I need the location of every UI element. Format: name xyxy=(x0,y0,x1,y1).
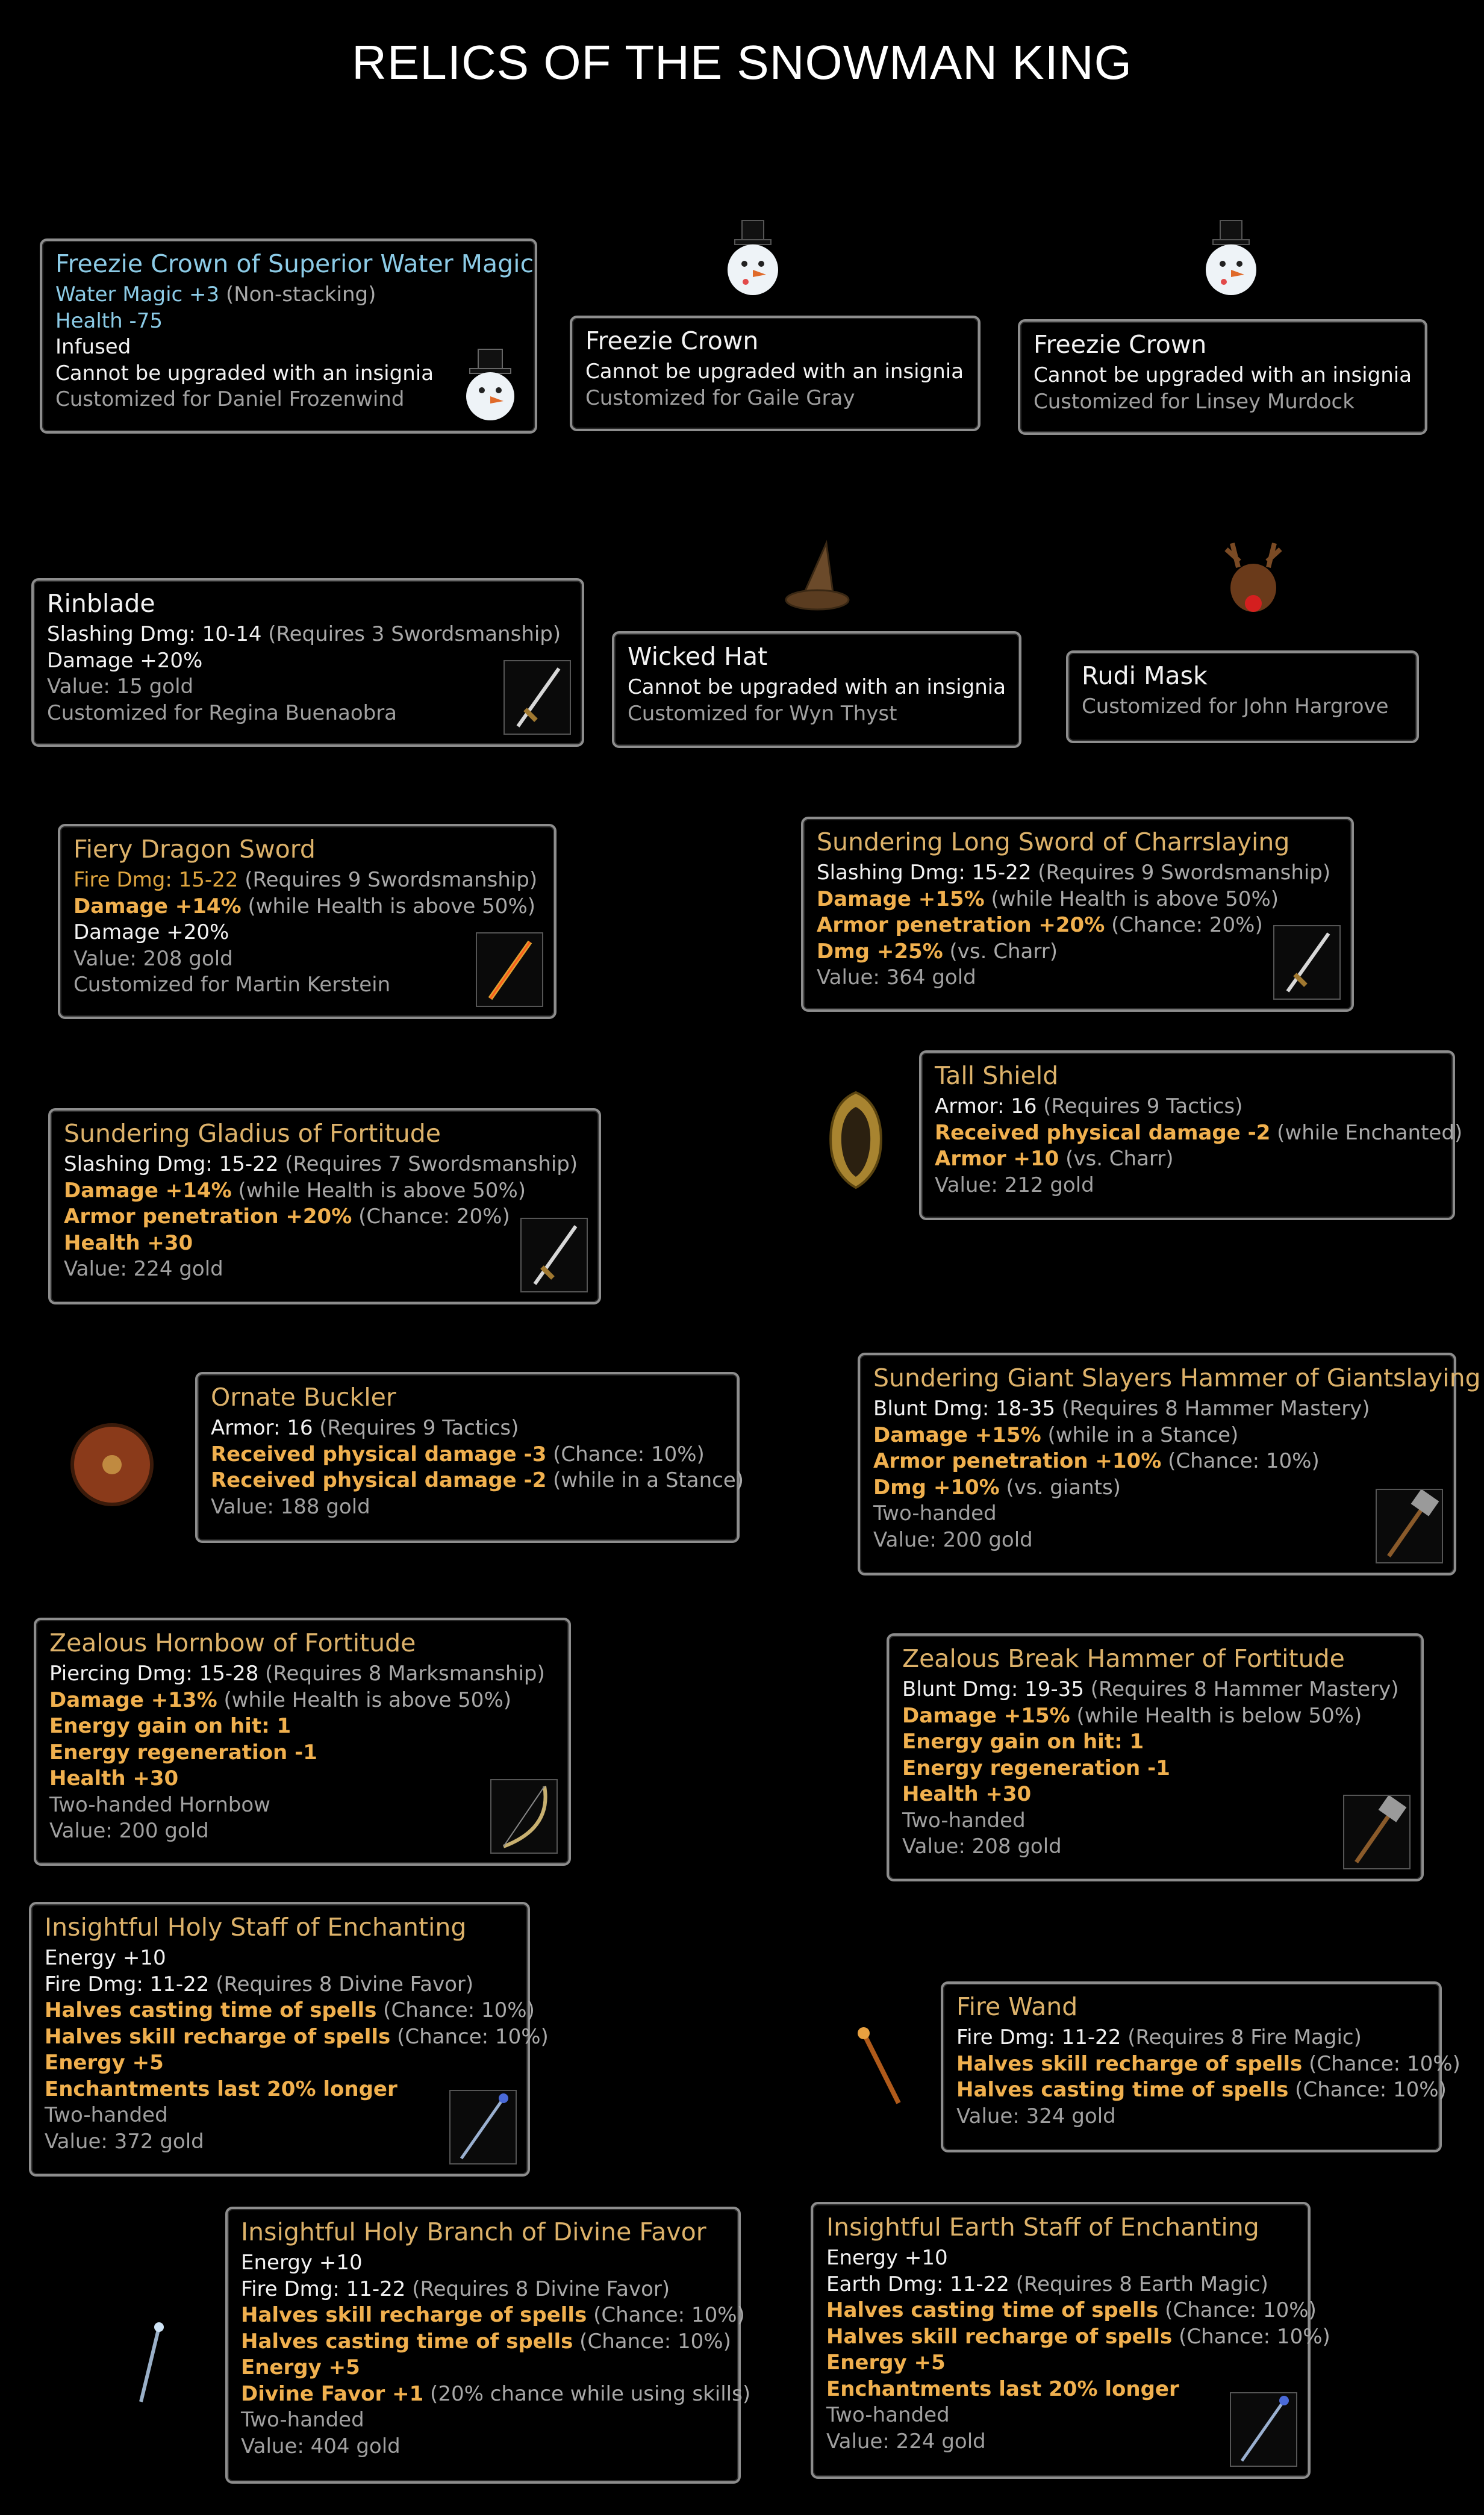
item-stat-line xyxy=(64,1230,585,1257)
item-stat-line xyxy=(55,361,522,387)
stat-condition: (Requires 8 Hammer Mastery) xyxy=(1083,1677,1399,1701)
item-card-sundering-long-sword[interactable] xyxy=(801,817,1354,1012)
stat-value: Value: 372 gold xyxy=(45,2129,204,2154)
stat-value: Damage +20% xyxy=(73,920,229,944)
witch-hat-icon[interactable] xyxy=(784,537,850,613)
snowman-icon[interactable] xyxy=(723,217,783,301)
stat-value: Two-handed Hornbow xyxy=(49,1792,270,1817)
item-stat-line xyxy=(902,1677,1408,1703)
item-card-wicked-hat[interactable] xyxy=(612,631,1021,748)
stat-value: Value: 15 gold xyxy=(47,675,194,699)
item-stat-line xyxy=(211,1415,724,1442)
item-stat-line xyxy=(49,1766,555,1792)
stat-value: Energy gain on hit: 1 xyxy=(49,1714,292,1738)
item-stat-line xyxy=(826,2429,1295,2455)
stat-value: Cannot be upgraded with an insignia xyxy=(585,360,964,384)
stat-condition: (Chance: 20%) xyxy=(352,1205,510,1229)
item-stat-line xyxy=(826,2272,1295,2298)
wand-icon[interactable] xyxy=(850,2019,911,2115)
stat-value: Halves casting time of spells xyxy=(956,2078,1289,2102)
item-name: Freezie Crown of Superior Water Magic xyxy=(55,249,534,278)
item-stat-line xyxy=(211,1442,724,1468)
item-stat-line xyxy=(956,2051,1461,2078)
item-stat-line xyxy=(241,2434,725,2460)
item-name: Wicked Hat xyxy=(628,642,768,671)
stat-value: Damage +14% xyxy=(64,1178,232,1203)
item-stat-line xyxy=(873,1396,1441,1423)
stat-value: Armor: 16 xyxy=(211,1416,313,1440)
item-stat-line xyxy=(826,2245,1295,2272)
stat-value: Dmg +10% xyxy=(873,1475,1000,1500)
item-stat-line xyxy=(817,912,1338,939)
item-stat-line xyxy=(1082,694,1403,720)
stat-value: Value: 188 gold xyxy=(211,1494,370,1519)
stat-condition: (Chance: 10%) xyxy=(546,1442,705,1466)
stat-value: Health +30 xyxy=(49,1766,179,1790)
item-stat-line xyxy=(817,965,1338,991)
item-stat-line xyxy=(49,1688,555,1714)
item-card-freezie-crown-linsey[interactable] xyxy=(1018,319,1427,435)
fire-sword-icon xyxy=(476,932,543,1007)
item-stat-line xyxy=(241,2381,751,2408)
stat-value: Armor penetration +10% xyxy=(873,1449,1162,1473)
branch-icon[interactable] xyxy=(117,2319,175,2408)
stat-value: Halves skill recharge of spells xyxy=(45,2024,391,2049)
stat-value: Value: 224 gold xyxy=(826,2429,986,2454)
item-card-freezie-crown-gaile[interactable] xyxy=(570,316,980,431)
item-stat-line xyxy=(241,2277,725,2303)
stat-value: Blunt Dmg: 18-35 xyxy=(873,1397,1055,1421)
stat-condition: (Requires 9 Tactics) xyxy=(313,1416,519,1440)
stat-value: Energy +5 xyxy=(241,2355,360,2379)
stat-condition: (while Health is above 50%) xyxy=(217,1688,512,1712)
stat-value: Received physical damage -2 xyxy=(935,1120,1271,1145)
item-name: Sundering Gladius of Fortitude xyxy=(64,1119,441,1148)
stat-condition: (Requires 9 Tactics) xyxy=(1037,1094,1243,1118)
page-title: RELICS OF THE SNOWMAN KING xyxy=(352,36,1132,89)
item-stat-line xyxy=(873,1527,1441,1554)
snowman-icon[interactable] xyxy=(1201,217,1261,301)
stat-condition: (Requires 8 Divine Favor) xyxy=(209,1972,474,1996)
stat-value: Two-handed xyxy=(45,2103,168,2127)
item-stat-line xyxy=(873,1475,1441,1501)
stat-value: Energy +10 xyxy=(45,1946,166,1970)
item-name: Insightful Holy Staff of Enchanting xyxy=(45,1913,467,1942)
item-stat-line xyxy=(628,675,1006,701)
item-stat-line xyxy=(1034,389,1412,416)
item-stat-line xyxy=(55,334,522,361)
item-stat-line xyxy=(45,2129,514,2155)
stat-value: Energy +10 xyxy=(241,2251,363,2275)
item-stat-line xyxy=(935,1146,1439,1173)
hornbow-icon xyxy=(490,1779,558,1854)
stat-value: Divine Favor +1 xyxy=(241,2381,424,2406)
stat-value: Two-handed xyxy=(241,2408,364,2432)
stat-condition: (Requires 8 Fire Magic) xyxy=(1121,2025,1362,2049)
stat-value: Energy +5 xyxy=(826,2351,946,2375)
stat-value: Health +30 xyxy=(902,1782,1032,1806)
stat-value: Damage +15% xyxy=(873,1423,1041,1447)
item-stat-line xyxy=(826,2324,1330,2351)
stat-value: Value: 404 gold xyxy=(241,2434,401,2458)
item-stat-line xyxy=(241,2302,745,2329)
item-stat-line xyxy=(873,1501,1441,1527)
stat-value: Dmg +25% xyxy=(817,939,943,964)
stat-value: Halves skill recharge of spells xyxy=(241,2303,587,2327)
stat-value: Piercing Dmg: 15-28 xyxy=(49,1662,259,1686)
item-card-freezie-crown-superior[interactable] xyxy=(40,238,537,434)
stat-value: Customized for John Hargrove xyxy=(1082,694,1389,718)
item-stat-line xyxy=(826,2298,1317,2324)
item-stat-line xyxy=(45,2077,514,2103)
stat-value: Blunt Dmg: 19-35 xyxy=(902,1677,1084,1701)
item-stat-line xyxy=(956,2025,1426,2051)
item-stat-line xyxy=(45,2102,514,2129)
item-stat-line xyxy=(902,1729,1408,1756)
stat-value: Value: 324 gold xyxy=(956,2104,1116,2128)
stat-value: Customized for Daniel Frozenwind xyxy=(55,387,405,411)
stat-value: Health -75 xyxy=(55,308,163,333)
item-name: Insightful Earth Staff of Enchanting xyxy=(826,2213,1259,2242)
stat-value: Halves skill recharge of spells xyxy=(826,2324,1173,2349)
item-stat-line xyxy=(585,359,965,385)
stat-condition: (Chance: 10%) xyxy=(1161,1449,1320,1473)
stat-value: Slashing Dmg: 15-22 xyxy=(817,861,1032,885)
shield-icon[interactable] xyxy=(823,1089,889,1190)
buckler-icon[interactable] xyxy=(70,1418,154,1512)
stat-value: Customized for Gaile Gray xyxy=(585,385,855,410)
item-card-insightful-earth-staff[interactable] xyxy=(811,2202,1330,2479)
item-card-tall-shield[interactable] xyxy=(919,1050,1463,1220)
stat-condition: (while Health is above 50%) xyxy=(984,887,1279,911)
stat-condition: (vs. Charr) xyxy=(943,939,1058,964)
stat-value: Value: 208 gold xyxy=(73,946,233,971)
stat-value: Armor penetration +20% xyxy=(64,1205,352,1229)
stat-value: Earth Dmg: 11-22 xyxy=(826,2272,1009,2296)
item-stat-line xyxy=(55,387,522,413)
item-card-rinblade[interactable] xyxy=(31,578,584,747)
item-card-sundering-gladius[interactable] xyxy=(48,1108,601,1304)
item-card-fiery-dragon-sword[interactable] xyxy=(58,824,556,1019)
stat-condition: (Requires 8 Divine Favor) xyxy=(405,2277,670,2301)
item-stat-line xyxy=(49,1818,555,1845)
item-stat-line xyxy=(902,1756,1408,1782)
stat-condition: (Requires 3 Swordsmanship) xyxy=(261,622,561,646)
stat-value: Cannot be upgraded with an insignia xyxy=(628,675,1006,699)
stat-condition: (Requires 8 Marksmanship) xyxy=(258,1662,545,1686)
stat-condition: (vs. giants) xyxy=(999,1475,1121,1500)
stat-value: Two-handed xyxy=(902,1808,1026,1833)
item-card-insightful-holy-branch[interactable] xyxy=(225,2207,751,2484)
item-stat-line xyxy=(64,1204,585,1230)
reindeer-mask-icon[interactable] xyxy=(1214,537,1292,619)
item-stat-line xyxy=(585,385,965,412)
stat-value: Armor +10 xyxy=(935,1147,1059,1171)
stat-condition: (while Health is above 50%) xyxy=(241,894,536,918)
stat-value: Fire Dmg: 11-22 xyxy=(956,2025,1121,2049)
item-stat-line xyxy=(956,2104,1426,2130)
stat-value: Halves casting time of spells xyxy=(45,1998,377,2022)
stat-condition: (vs. Charr) xyxy=(1059,1147,1174,1171)
item-stat-line xyxy=(817,860,1338,887)
item-stat-line xyxy=(49,1740,555,1766)
stat-value: Received physical damage -2 xyxy=(211,1468,547,1492)
stat-value: Enchantments last 20% longer xyxy=(826,2376,1179,2401)
stat-value: Value: 200 gold xyxy=(49,1819,209,1843)
stat-condition: (Chance: 10%) xyxy=(390,2024,549,2049)
stat-value: Infused xyxy=(55,335,131,359)
item-stat-line xyxy=(241,2407,725,2434)
stat-value: Fire Dmg: 11-22 xyxy=(241,2277,406,2301)
stat-condition: (Chance: 10%) xyxy=(587,2303,745,2327)
item-name: Ornate Buckler xyxy=(211,1383,396,1412)
item-name: Insightful Holy Branch of Divine Favor xyxy=(241,2217,706,2246)
stat-condition: (Non-stacking) xyxy=(219,282,376,307)
item-stat-line xyxy=(211,1468,744,1494)
item-card-zealous-break-hammer[interactable] xyxy=(887,1633,1424,1881)
staff-icon xyxy=(1230,2392,1297,2467)
stat-value: Armor penetration +20% xyxy=(817,913,1105,937)
stat-value: Energy regeneration -1 xyxy=(49,1740,317,1765)
item-stat-line xyxy=(873,1423,1441,1449)
stat-condition: (Chance: 10%) xyxy=(1288,2078,1447,2102)
item-stat-line xyxy=(45,1945,514,1972)
stat-value: Slashing Dmg: 10-14 xyxy=(47,622,262,646)
item-stat-line xyxy=(73,972,541,999)
stat-value: Damage +15% xyxy=(817,887,985,911)
stat-condition: (Requires 9 Swordsmanship) xyxy=(1031,861,1331,885)
stat-value: Customized for Martin Kerstein xyxy=(73,973,391,997)
item-name: Sundering Giant Slayers Hammer of Giantslaying xyxy=(873,1363,1481,1392)
stat-value: Value: 224 gold xyxy=(64,1257,223,1281)
item-stat-line xyxy=(902,1834,1408,1860)
item-stat-line xyxy=(211,1494,724,1521)
item-stat-line xyxy=(47,648,569,675)
stat-condition: (Chance: 10%) xyxy=(573,2329,731,2354)
item-name: Freezie Crown xyxy=(585,326,759,355)
item-stat-line xyxy=(73,946,541,973)
item-name: Freezie Crown xyxy=(1034,330,1207,359)
item-stat-line xyxy=(902,1808,1408,1834)
item-stat-line xyxy=(73,867,541,894)
stat-value: Customized for Regina Buenaobra xyxy=(47,700,398,725)
item-stat-line xyxy=(47,674,569,700)
item-stat-line xyxy=(64,1256,585,1283)
item-name: Fire Wand xyxy=(956,1992,1078,2021)
long-sword-icon xyxy=(1273,925,1341,1000)
item-stat-line xyxy=(902,1781,1408,1808)
item-stat-line xyxy=(45,1972,514,1998)
item-card-insightful-holy-staff[interactable] xyxy=(29,1902,549,2177)
stat-value: Value: 200 gold xyxy=(873,1527,1033,1552)
stat-value: Customized for Wyn Thyst xyxy=(628,701,897,726)
stat-value: Damage +13% xyxy=(49,1688,217,1712)
stat-condition: (while Health is above 50%) xyxy=(231,1178,526,1203)
gladius-icon xyxy=(520,1218,588,1292)
item-stat-line xyxy=(1034,363,1412,389)
stat-condition: (while Health is below 50%) xyxy=(1070,1703,1362,1728)
item-name: Tall Shield xyxy=(935,1061,1059,1090)
stat-value: Cannot be upgraded with an insignia xyxy=(55,361,434,385)
stat-value: Energy regeneration -1 xyxy=(902,1756,1170,1780)
stat-value: Halves casting time of spells xyxy=(826,2298,1159,2322)
item-stat-line xyxy=(935,1120,1463,1147)
item-stat-line xyxy=(826,2350,1295,2376)
stat-value: Two-handed xyxy=(873,1501,997,1526)
item-stat-line xyxy=(45,2024,549,2051)
item-stat-line xyxy=(241,2355,725,2381)
item-stat-line xyxy=(73,894,541,920)
stat-condition: (Chance: 10%) xyxy=(1302,2051,1461,2076)
stat-value: Damage +15% xyxy=(902,1703,1070,1728)
stat-condition: (Requires 8 Earth Magic) xyxy=(1009,2272,1268,2296)
item-stat-line xyxy=(47,622,569,648)
item-stat-line xyxy=(241,2329,731,2355)
stat-value: Fire Dmg: 15-22 xyxy=(73,868,238,892)
item-stat-line xyxy=(826,2402,1295,2429)
item-card-ornate-buckler[interactable] xyxy=(195,1372,744,1543)
item-stat-line xyxy=(817,887,1338,913)
item-name: Rudi Mask xyxy=(1082,661,1208,690)
stat-value: Customized for Linsey Murdock xyxy=(1034,389,1355,414)
stat-condition: (Chance: 20%) xyxy=(1105,913,1263,937)
item-name: Sundering Long Sword of Charrslaying xyxy=(817,827,1290,856)
stat-value: Slashing Dmg: 15-22 xyxy=(64,1152,279,1176)
item-card-rudi-mask[interactable] xyxy=(1066,650,1419,743)
item-stat-line xyxy=(49,1661,555,1688)
stat-value: Value: 212 gold xyxy=(935,1173,1094,1197)
stat-condition: (Chance: 10%) xyxy=(376,1998,535,2022)
item-stat-line xyxy=(64,1152,585,1178)
stat-value: Two-handed xyxy=(826,2403,950,2427)
staff-icon xyxy=(449,2090,517,2164)
item-name: Zealous Break Hammer of Fortitude xyxy=(902,1644,1345,1673)
stat-condition: (while in a Stance) xyxy=(546,1468,744,1492)
stat-condition: (20% chance while using skills) xyxy=(423,2381,751,2406)
stat-value: Energy +5 xyxy=(45,2051,164,2075)
item-stat-line xyxy=(628,701,1006,728)
stat-condition: (Chance: 10%) xyxy=(1158,2298,1317,2322)
hammer-icon xyxy=(1376,1489,1443,1563)
snowman-icon xyxy=(457,347,524,422)
stat-value: Damage +20% xyxy=(47,648,203,673)
item-stat-line xyxy=(55,308,522,335)
item-card-sundering-giant-hammer[interactable] xyxy=(858,1353,1481,1575)
stat-value: Energy gain on hit: 1 xyxy=(902,1730,1144,1754)
stat-value: Energy +10 xyxy=(826,2246,948,2270)
stat-value: Value: 364 gold xyxy=(817,965,976,989)
stat-condition: (Requires 9 Swordsmanship) xyxy=(238,868,538,892)
stat-value: Armor: 16 xyxy=(935,1094,1037,1118)
stat-condition: (while Enchanted) xyxy=(1270,1120,1463,1145)
stat-value: Received physical damage -3 xyxy=(211,1442,547,1466)
item-stat-line xyxy=(873,1448,1441,1475)
item-stat-line xyxy=(902,1703,1408,1730)
item-stat-line xyxy=(64,1178,585,1205)
stat-value: Enchantments last 20% longer xyxy=(45,2077,398,2101)
item-stat-line xyxy=(55,282,522,308)
stat-value: Halves casting time of spells xyxy=(241,2329,573,2354)
hammer-icon xyxy=(1343,1795,1411,1869)
item-stat-line xyxy=(956,2077,1447,2104)
stat-value: Health +30 xyxy=(64,1230,193,1255)
item-stat-line xyxy=(935,1094,1439,1120)
stat-condition: (while in a Stance) xyxy=(1041,1423,1239,1447)
item-card-fire-wand[interactable] xyxy=(941,1981,1461,2152)
stat-condition: (Chance: 10%) xyxy=(1172,2324,1330,2349)
item-stat-line xyxy=(45,2050,514,2077)
item-card-zealous-hornbow[interactable] xyxy=(34,1618,571,1866)
stat-value: Cannot be upgraded with an insignia xyxy=(1034,363,1412,387)
item-stat-line xyxy=(817,939,1338,965)
stat-value: Water Magic +3 xyxy=(55,282,220,307)
stat-condition: (Requires 8 Hammer Mastery) xyxy=(1055,1397,1370,1421)
item-stat-line xyxy=(49,1713,555,1740)
item-name: Rinblade xyxy=(47,589,155,618)
item-stat-line xyxy=(47,700,569,727)
item-name: Fiery Dragon Sword xyxy=(73,835,316,864)
item-stat-line xyxy=(241,2250,725,2277)
stat-condition: (Requires 7 Swordsmanship) xyxy=(278,1152,578,1176)
item-stat-line xyxy=(73,920,541,946)
stat-value: Damage +14% xyxy=(73,894,242,918)
item-stat-line xyxy=(935,1173,1439,1199)
stat-value: Halves skill recharge of spells xyxy=(956,2051,1303,2076)
stat-value: Fire Dmg: 11-22 xyxy=(45,1972,210,1996)
sword-icon xyxy=(504,660,571,735)
item-name: Zealous Hornbow of Fortitude xyxy=(49,1628,416,1657)
item-stat-line xyxy=(826,2376,1295,2403)
item-stat-line xyxy=(45,1998,535,2024)
stat-value: Value: 208 gold xyxy=(902,1834,1062,1859)
item-stat-line xyxy=(49,1792,555,1819)
